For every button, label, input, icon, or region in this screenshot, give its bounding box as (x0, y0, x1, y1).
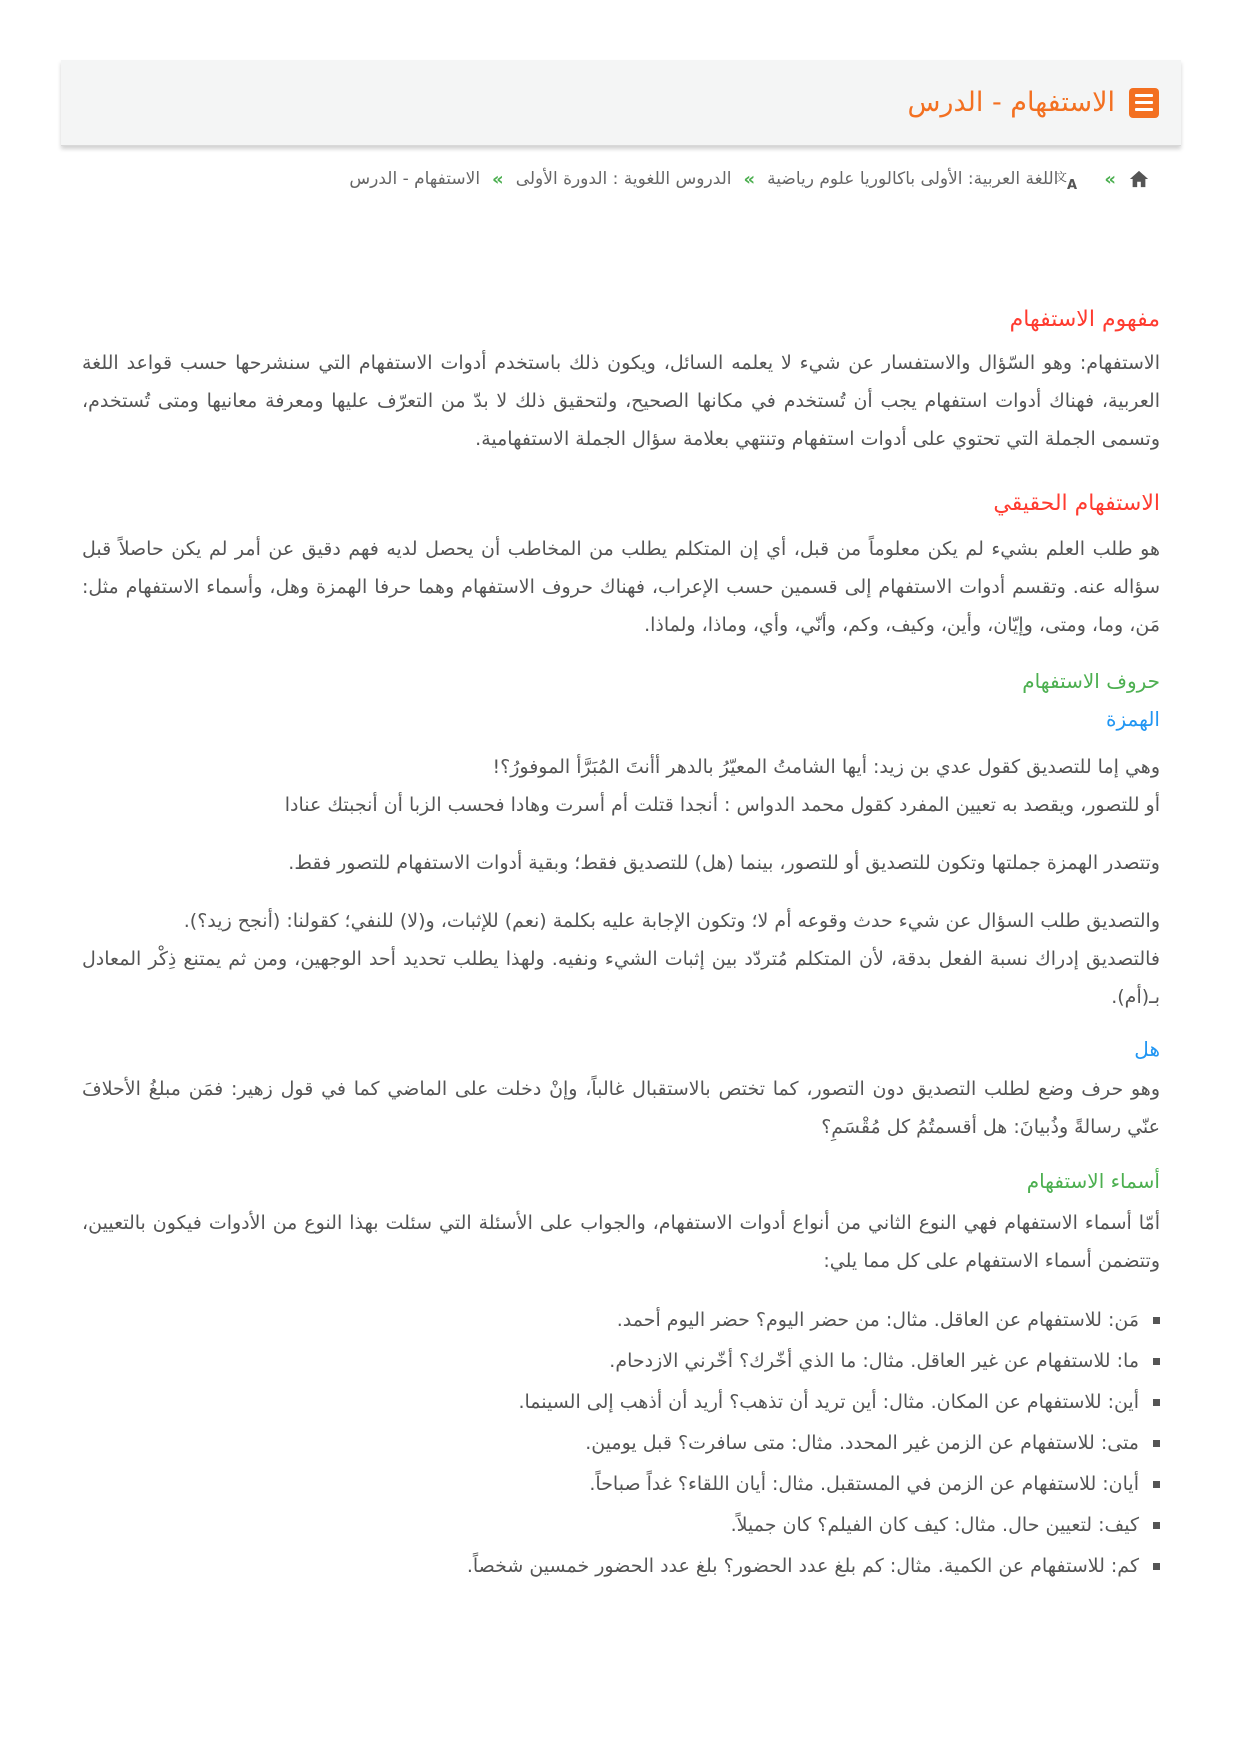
section-heading-real: الاستفهام الحقيقي (993, 491, 1160, 516)
list-item (82, 1382, 1160, 1423)
list-item-text: أيان: للاستفهام عن الزمن في المستقبل. مثال: أيان اللقاء؟ غداً صباحاً. (589, 1473, 1139, 1495)
bullet-icon (1153, 1440, 1160, 1447)
list-item (82, 1300, 1160, 1341)
lesson-content (82, 300, 1160, 1587)
home-icon[interactable] (1128, 169, 1150, 189)
section-heading-letters: حروف الاستفهام (1022, 669, 1160, 693)
section-heading-concept: مفهوم الاستفهام (1009, 307, 1160, 332)
translate-icon (1055, 168, 1092, 193)
names-paragraph: أمّا أسماء الاستفهام فهي النوع الثاني من أنواع أدوات الاستفهام، والجواب على الأسئلة التي سئلت بهذا النوع من الأدوات فيكون بالتعيين، وتتضمن أسماء الاستفهام على كل مما يلي: (82, 1212, 1160, 1272)
real-paragraph: هو طلب العلم بشيء لم يكن معلوماً من قبل، أي إن المتكلم يطلب من المخاطب أن يحصل لديه فهم دقيق عن أمر لم يكن حاصلاً قبل سؤاله عنه. وتقسم أدوات الاستفهام إلى قسمين حسب الإعراب، فهناك حروف الاستفهام وهما حرفا الهمزة وهل، وأسماء الاستفهام مثل: مَن، وما، ومتى، وإيّان، وأين، وكيف، وكم، وأنّي، وأي، وماذا، ولماذا. (82, 538, 1160, 636)
bullet-icon (1153, 1399, 1160, 1406)
list-item (82, 1464, 1160, 1505)
bullet-icon (1153, 1317, 1160, 1324)
list-item (82, 1423, 1160, 1464)
hamza-paragraph-2: وتتصدر الهمزة جملتها وتكون للتصديق أو للتصور، بينما (هل) للتصديق فقط؛ وبقية أدوات الاستفهام للتصور فقط. (288, 852, 1160, 874)
hamza-line-2: أو للتصور، ويقصد به تعيين المفرد كقول محمد الدواس : أنجدا قتلت أم أسرت وهادا فحسب الزبا أن أنجبتك عنادا (284, 794, 1160, 816)
breadcrumb (349, 168, 1150, 193)
hamza-paragraph-3-line-1: والتصديق طلب السؤال عن شيء حدث وقوعه أم لا؛ وتكون الإجابة عليه بكلمة (نعم) للإثبات، و(لا) للنفي؛ كقولنا: (أنجح زيد؟). (183, 910, 1160, 932)
subheading-hal: هل (1134, 1037, 1160, 1061)
hal-paragraph: وهو حرف وضع لطلب التصديق دون التصور، كما تختص بالاستقبال غالباً، وإنْ دخلت على الماضي كما في قول زهير: فمَن مبلغُ الأحلافَ عنّي رسالةً وذُبيانَ: هل أقسمتُمُ كل مُقْسَمِ؟ (82, 1078, 1160, 1138)
list-item (82, 1505, 1160, 1546)
list-item-text: كيف: لتعيين حال. مثال: كيف كان الفيلم؟ كان جميلاً. (730, 1514, 1139, 1536)
bullet-icon (1153, 1358, 1160, 1365)
breadcrumb-separator: » (492, 168, 504, 190)
svg-text:文: 文 (1055, 170, 1068, 184)
list-item-text: كم: للاستفهام عن الكمية. مثال: كم بلغ عدد الحضور؟ بلغ عدد الحضور خمسين شخصاً. (466, 1555, 1139, 1577)
breadcrumb-separator: » (743, 168, 756, 190)
section-heading-names: أسماء الاستفهام (1026, 1169, 1160, 1193)
breadcrumb-item-subject[interactable]: اللغة العربية: الأولى باكالوريا علوم رياضية (767, 169, 1059, 189)
list-item-text: ما: للاستفهام عن غير العاقل. مثال: ما الذي أخّرك؟ أخّرني الازدحام. (609, 1350, 1139, 1372)
hamza-line-1: وهي إما للتصديق كقول عدي بن زيد: أيها الشامتُ المعيّرُ بالدهر أأنتَ المُبَرَّأ الموفورُ؟! (492, 756, 1160, 778)
document-icon (1129, 88, 1159, 118)
subheading-hamza: الهمزة (1106, 707, 1160, 731)
breadcrumb-separator: » (1104, 168, 1116, 190)
bullet-icon (1153, 1522, 1160, 1529)
breadcrumb-item-current: الاستفهام - الدرس (349, 169, 481, 189)
bullet-icon (1153, 1563, 1160, 1570)
bullet-icon (1153, 1481, 1160, 1488)
svg-text:A: A (1067, 178, 1078, 193)
page-header (61, 60, 1181, 146)
hamza-paragraph-3-line-2: فالتصديق إدراك نسبة الفعل بدقة، لأن المتكلم مُتردّد بين إثبات الشيء ونفيه. ولهذا يطلب تحديد أحد الوجهين، ومن ثم يمتنع ذِكْر المعادل بـ(أم). (82, 948, 1160, 1008)
list-item-text: أين: للاستفهام عن المكان. مثال: أين تريد أن تذهب؟ أريد أن أذهب إلى السينما. (518, 1391, 1139, 1413)
concept-paragraph: الاستفهام: وهو السّؤال والاستفسار عن شيء لا يعلمه السائل، ويكون ذلك باستخدم أدوات الاستفهام التي سنشرحها حسب قواعد اللغة العربية، فهناك أدوات استفهام يجب أن تُستخدم في مكانها الصحيح، ولتحقيق ذلك لا بدّ من التعرّف عليها ومعرفة معانيها ومتى تُستخدم، وتسمى الجملة التي تحتوي على أدوات استفهام وتنتهي بعلامة سؤال الجملة الاستفهامية. (82, 352, 1160, 450)
breadcrumb-item-category[interactable]: الدروس اللغوية : الدورة الأولى (515, 169, 732, 189)
list-item-text: متى: للاستفهام عن الزمن غير المحدد. مثال: متى سافرت؟ قبل يومين. (585, 1432, 1139, 1454)
page-title: الاستفهام - الدرس (907, 87, 1115, 118)
list-item-text: مَن: للاستفهام عن العاقل. مثال: من حضر اليوم؟ حضر اليوم أحمد. (616, 1309, 1139, 1331)
list-item (82, 1546, 1160, 1587)
names-list (82, 1300, 1160, 1587)
list-item (82, 1341, 1160, 1382)
